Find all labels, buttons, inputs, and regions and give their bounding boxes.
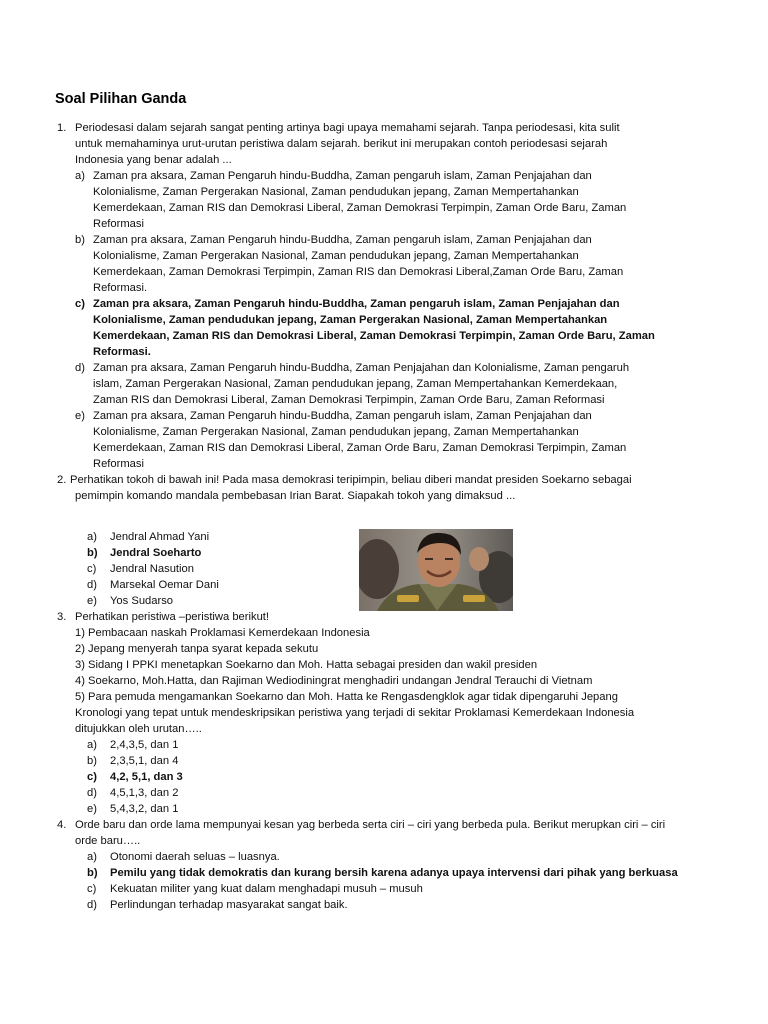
option-text: Jendral Ahmad Yani (110, 531, 210, 543)
option-label: d) (87, 579, 97, 591)
question-line: untuk memahaminya urut-urutan peristiwa dalam sejarah. berikut ini merupakan contoh periodesasi sejarah (75, 138, 608, 150)
option-text: Marsekal Oemar Dani (110, 579, 219, 591)
option-label: c) (87, 563, 97, 575)
option-label: a) (87, 739, 97, 751)
option-line: Zaman RIS dan Demokrasi Liberal, Zaman Demokrasi Terpimpin, Zaman Orde Baru, Zaman Reformasi (93, 394, 605, 406)
option-line: Zaman pra aksara, Zaman Pengaruh hindu-Buddha, Zaman pengaruh islam, Zaman Penjajahan dan (93, 410, 592, 422)
option-text: Jendral Soeharto (110, 547, 202, 559)
question-number: 1. (57, 122, 67, 134)
option-label: d) (87, 787, 97, 799)
option-text: 5,4,3,2, dan 1 (110, 803, 179, 815)
option-label: b) (75, 234, 85, 246)
question-line: Indonesia yang benar adalah ... (75, 154, 232, 166)
option-line: Zaman pra aksara, Zaman Pengaruh hindu-Buddha, Zaman pengaruh islam, Zaman Penjajahan dan (93, 234, 592, 246)
option-text: Otonomi daerah seluas – luasnya. (110, 851, 280, 863)
option-text: Kekuatan militer yang kuat dalam menghadapi musuh – musuh (110, 883, 423, 895)
option-text: 2,3,5,1, dan 4 (110, 755, 179, 767)
option-text: Pemilu yang tidak demokratis dan kurang bersih karena adanya upaya intervensi dari pihak yang berkuasa (110, 867, 678, 879)
option-label: c) (87, 883, 97, 895)
option-label: d) (75, 362, 85, 374)
option-text (93, 232, 623, 296)
page-title: Soal Pilihan Ganda (55, 91, 187, 107)
option-label: e) (87, 803, 97, 815)
option-line: islam, Zaman Pergerakan Nasional, Zaman pendudukan jepang, Zaman Mempertahankan Kemerdekaan, (93, 378, 618, 390)
question-line: ditujukkan oleh urutan….. (75, 723, 202, 735)
event-item: 3) Sidang I PPKI menetapkan Soekarno dan Moh. Hatta sebagai presiden dan wakil presiden (75, 659, 538, 671)
option-text (93, 360, 629, 408)
option-label: e) (75, 410, 85, 422)
option-line: Kolonialisme, Zaman pendudukan jepang, Zaman Pergerakan Nasional, Zaman Mempertahankan (93, 314, 608, 326)
option-line: Zaman pra aksara, Zaman Pengaruh hindu-Buddha, Zaman pengaruh islam, Zaman Penjajahan dan (93, 298, 620, 310)
option-line: Kemerdekaan, Zaman RIS dan Demokrasi Liberal, Zaman Demokrasi Terpimpin, Zaman Orde Baru, Zaman (93, 330, 655, 342)
question-line: Orde baru dan orde lama mempunyai kesan yag berbeda serta ciri – ciri yang berbeda pula. Berikut merupkan ciri – ciri (75, 819, 666, 831)
portrait-photo (359, 529, 513, 611)
option-line: Zaman pra aksara, Zaman Pengaruh hindu-Buddha, Zaman pengaruh islam, Zaman Penjajahan dan (93, 170, 592, 182)
question-line: Perhatikan tokoh di bawah ini! Pada masa demokrasi teripimpin, beliau diberi mandat presiden Soekarno sebagai (70, 474, 632, 486)
question-text (75, 705, 634, 737)
option-label: d) (87, 899, 97, 911)
option-label: a) (87, 531, 97, 543)
option-label: a) (75, 170, 85, 182)
event-item: 1) Pembacaan naskah Proklamasi Kemerdekaan Indonesia (75, 627, 370, 639)
option-label: c) (75, 298, 85, 310)
option-line: Kolonialisme, Zaman Pergerakan Nasional, Zaman pendudukan jepang, Zaman Mempertahankan (93, 250, 579, 262)
option-line: Kemerdekaan, Zaman Demokrasi Terpimpin, Zaman RIS dan Demokrasi Liberal,Zaman Orde Baru, Zaman (93, 266, 624, 278)
option-text: 2,4,3,5, dan 1 (110, 739, 179, 751)
option-text: Jendral Nasution (110, 563, 194, 575)
option-line: Kemerdekaan, Zaman RIS dan Demokrasi Liberal, Zaman Demokrasi Terpimpin, Zaman Orde Baru, Zaman (93, 202, 627, 214)
option-line: Zaman pra aksara, Zaman Pengaruh hindu-Buddha, Zaman Penjajahan dan Kolonialisme, Zaman pengaruh (93, 362, 630, 374)
option-text: 4,2, 5,1, dan 3 (110, 771, 183, 783)
option-line: Reformasi. (93, 346, 151, 358)
option-label: b) (87, 755, 97, 767)
option-label: a) (87, 851, 97, 863)
question-number: 2. (57, 474, 67, 486)
option-label: c) (87, 771, 97, 783)
question-line: Kronologi yang tepat untuk mendeskripsikan peristiwa yang terjadi di sekitar Proklamasi Kemerdekaan Indonesia (75, 707, 635, 719)
option-line: Kolonialisme, Zaman Pergerakan Nasional, Zaman pendudukan jepang, Zaman Mempertahankan (93, 426, 579, 438)
option-line: Reformasi (93, 218, 144, 230)
question-line: orde baru….. (75, 835, 141, 847)
question-text (75, 120, 620, 168)
option-label: b) (87, 547, 98, 559)
option-text (93, 296, 655, 360)
event-item: 4) Soekarno, Moh.Hatta, dan Rajiman Wediodiningrat menghadiri undangan Jendral Terauchi di Vietnam (75, 675, 593, 687)
question-intro: Perhatikan peristiwa –peristiwa berikut! (75, 611, 270, 623)
option-line: Reformasi. (93, 282, 148, 294)
option-text: Perlindungan terhadap masyarakat sangat baik. (110, 899, 348, 911)
question-text (70, 472, 632, 504)
event-item: 2) Jepang menyerah tanpa syarat kepada sekutu (75, 643, 319, 655)
question-text (75, 609, 618, 705)
question-number: 3. (57, 611, 67, 623)
option-text: 4,5,1,3, dan 2 (110, 787, 179, 799)
event-item: 5) Para pemuda mengamankan Soekarno dan Moh. Hatta ke Rengasdengklok agar tidak dipengaruhi Jepang (75, 691, 618, 703)
option-text (93, 408, 626, 472)
question-line: Periodesasi dalam sejarah sangat penting artinya bagi upaya memahami sejarah. Tanpa periodesasi, kita sulit (75, 122, 620, 134)
option-text: Yos Sudarso (110, 595, 174, 607)
question-line: pemimpin komando mandala pembebasan Irian Barat. Siapakah tokoh yang dimaksud ... (75, 490, 516, 502)
question-text (75, 817, 665, 849)
option-label: b) (87, 867, 98, 879)
option-text (93, 168, 626, 232)
option-line: Reformasi (93, 458, 144, 470)
option-label: e) (87, 595, 97, 607)
question-number: 4. (57, 819, 67, 831)
option-line: Kolonialisme, Zaman Pergerakan Nasional, Zaman pendudukan jepang, Zaman Mempertahankan (93, 186, 579, 198)
option-line: Kemerdekaan, Zaman RIS dan Demokrasi Liberal, Zaman Orde Baru, Zaman Demokrasi Terpimpin, Zaman (93, 442, 627, 454)
